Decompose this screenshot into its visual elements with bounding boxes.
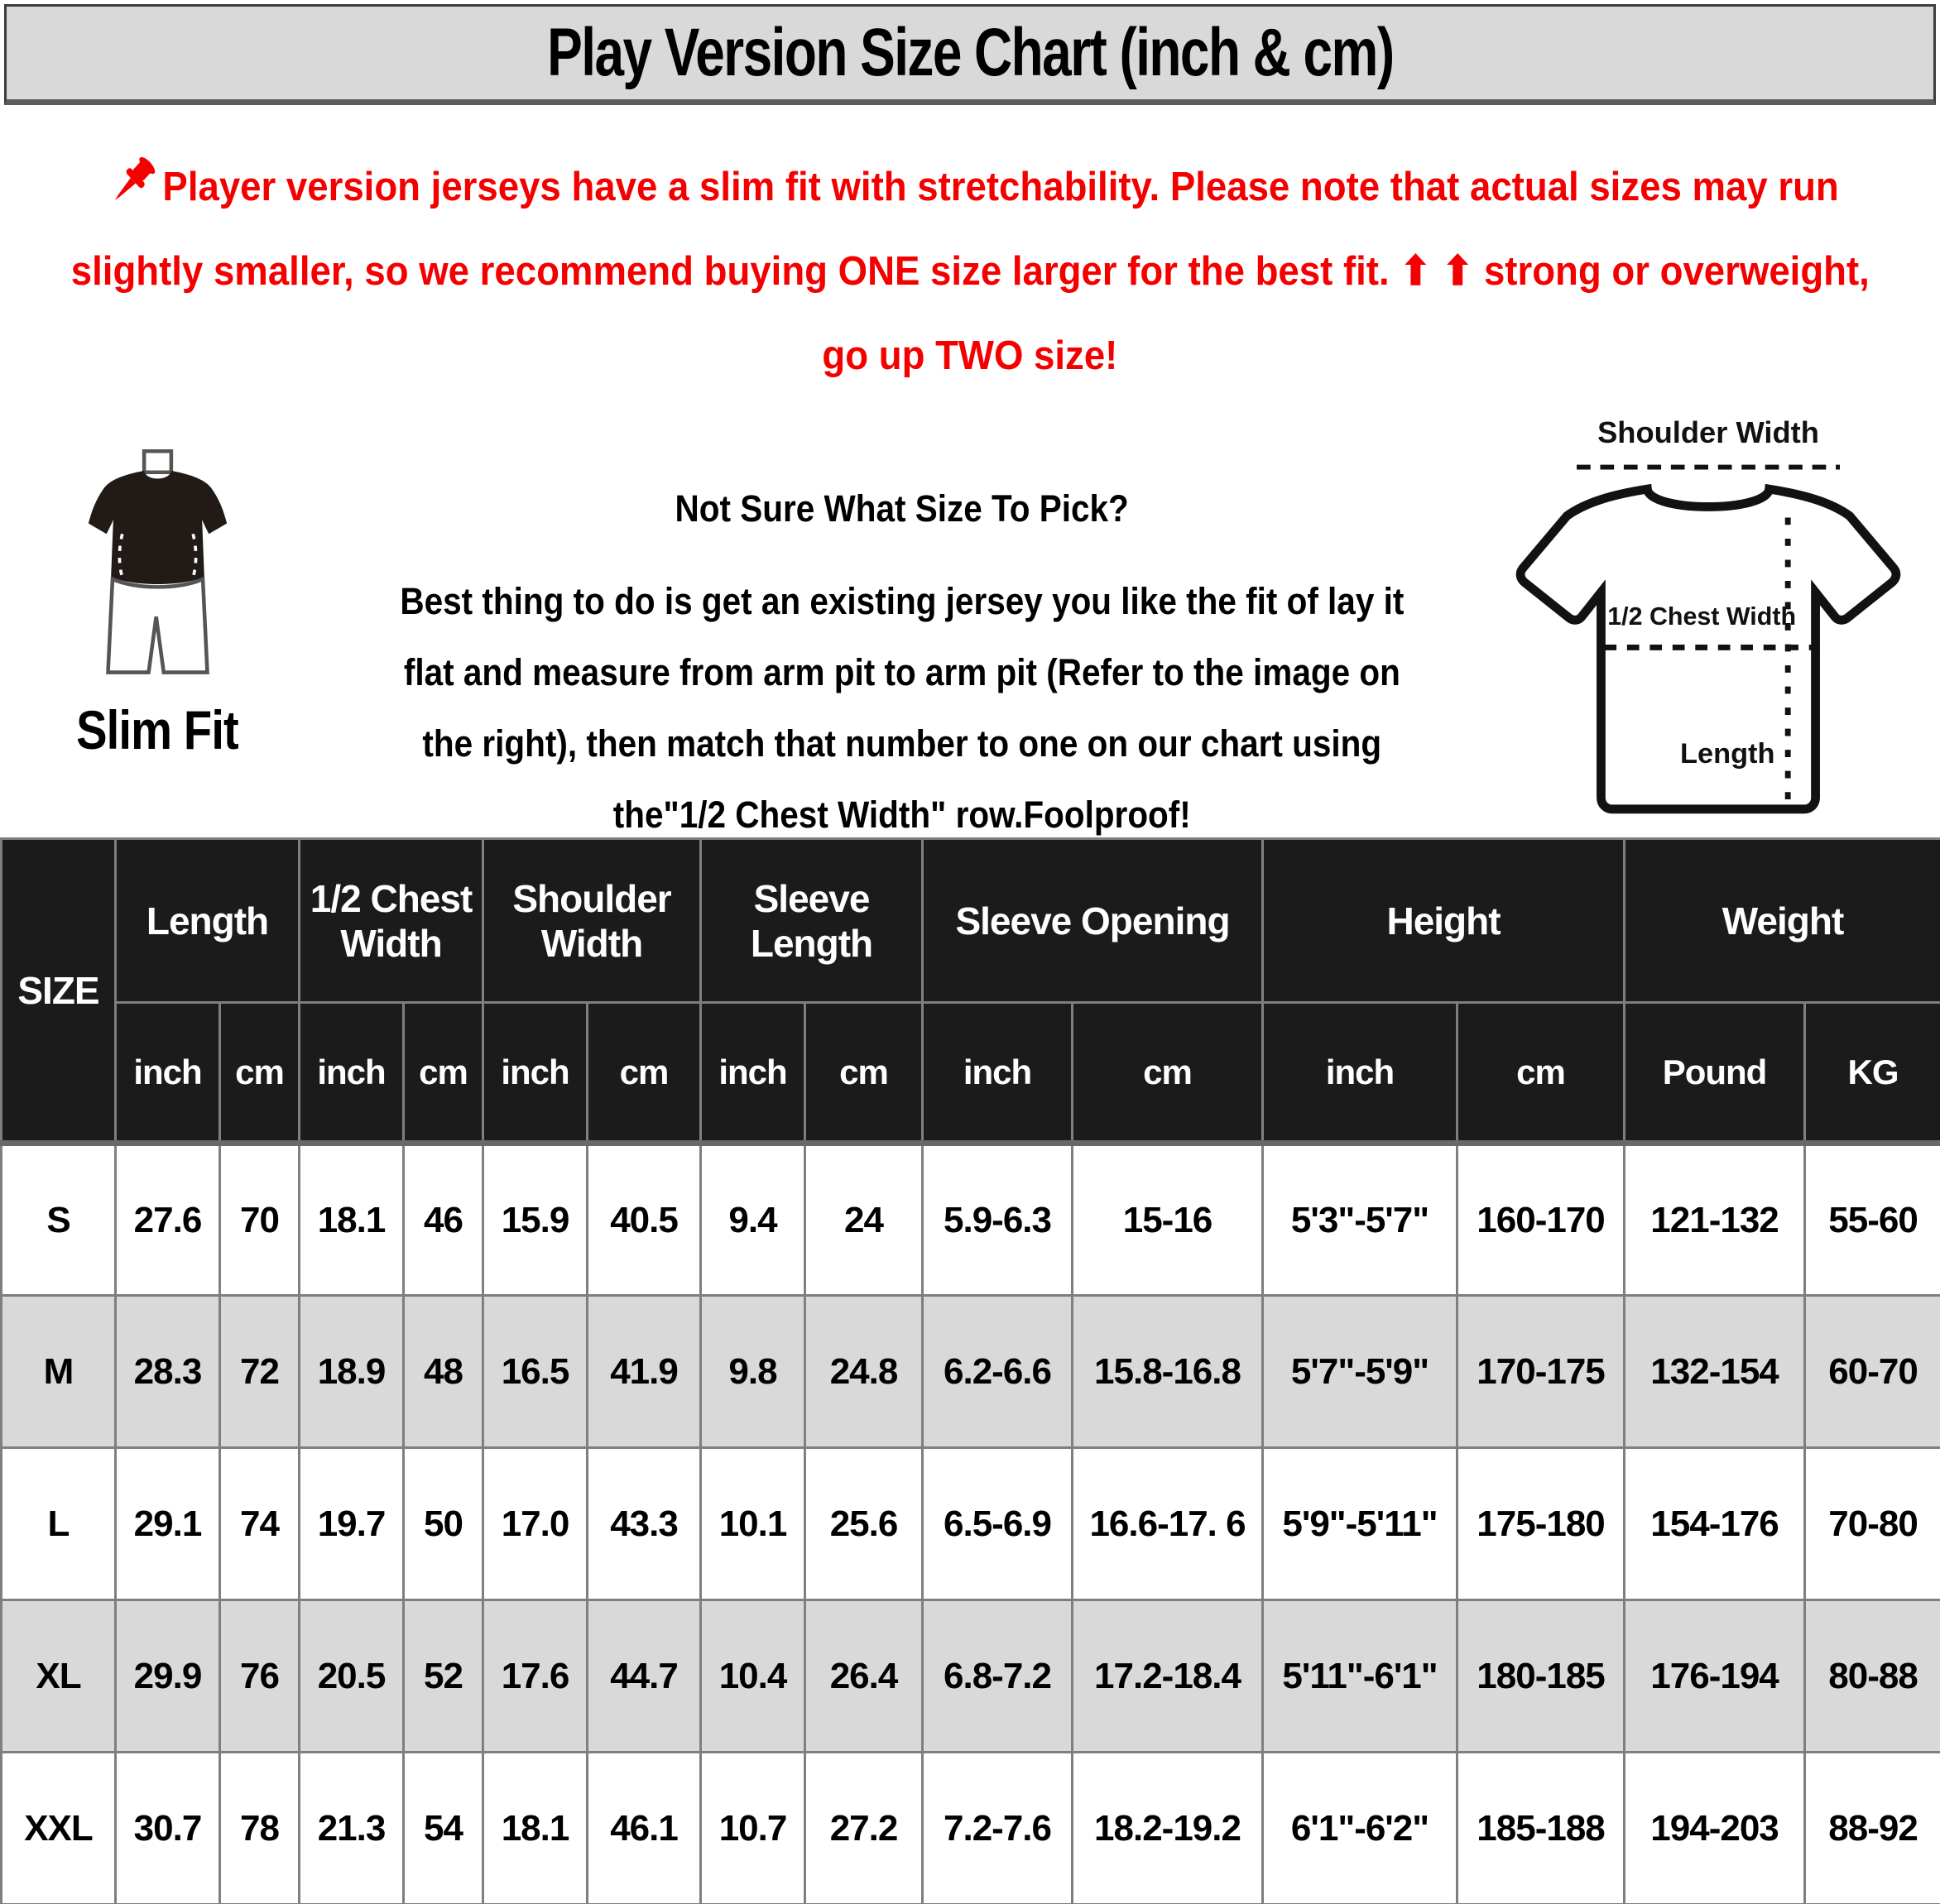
data-cell: 9.4	[701, 1144, 805, 1296]
diagram-length-label: Length	[1680, 737, 1775, 770]
data-cell: 160-170	[1457, 1144, 1625, 1296]
data-cell: 27.2	[805, 1753, 923, 1904]
size-cell: S	[2, 1144, 116, 1296]
data-cell: 180-185	[1457, 1600, 1625, 1753]
data-cell: 170-175	[1457, 1296, 1625, 1448]
data-cell: 7.2-7.6	[923, 1753, 1073, 1904]
data-cell: 40.5	[588, 1144, 701, 1296]
unit-header: inch	[1263, 1003, 1457, 1144]
help-line: the"1/2 Chest Width" row.Foolproof!	[612, 794, 1191, 836]
data-cell: 18.2-19.2	[1073, 1753, 1263, 1904]
data-cell: 70-80	[1805, 1448, 1940, 1600]
data-cell: 70	[220, 1144, 300, 1296]
data-cell: 16.5	[483, 1296, 588, 1448]
size-cell: L	[2, 1448, 116, 1600]
group-header-length: Length	[116, 839, 300, 1003]
table-row-m	[2, 1296, 1940, 1448]
group-header-height: Height	[1263, 839, 1625, 1003]
unit-header: inch	[701, 1003, 805, 1144]
note-line-3: go up TWO size!	[822, 333, 1118, 378]
unit-header: cm	[220, 1003, 300, 1144]
table-group-header-row	[2, 839, 1940, 1003]
data-cell: 121-132	[1625, 1144, 1805, 1296]
unit-header: cm	[805, 1003, 923, 1144]
data-cell: 54	[404, 1753, 483, 1904]
data-cell: 72	[220, 1296, 300, 1448]
data-cell: 176-194	[1625, 1600, 1805, 1753]
data-cell: 18.9	[300, 1296, 404, 1448]
data-cell: 9.8	[701, 1296, 805, 1448]
title-bar	[4, 4, 1936, 105]
data-cell: 30.7	[116, 1753, 220, 1904]
data-cell: 17.6	[483, 1600, 588, 1753]
size-column-header: SIZE	[2, 839, 116, 1144]
pushpin-icon	[101, 151, 161, 215]
data-cell: 175-180	[1457, 1448, 1625, 1600]
data-cell: 132-154	[1625, 1296, 1805, 1448]
slim-fit-label: Slim Fit	[76, 699, 238, 760]
data-cell: 5'11"-6'1"	[1263, 1600, 1457, 1753]
table-unit-header-row	[2, 1003, 1940, 1144]
data-cell: 26.4	[805, 1600, 923, 1753]
data-cell: 46	[404, 1144, 483, 1296]
group-header-shoulder-width: Shoulder Width	[483, 839, 701, 1003]
data-cell: 52	[404, 1600, 483, 1753]
data-cell: 16.6-17. 6	[1073, 1448, 1263, 1600]
note-line-1	[0, 145, 1940, 229]
table-row-xxl	[2, 1753, 1940, 1904]
data-cell: 19.7	[300, 1448, 404, 1600]
diagram-chest-label: 1/2 Chest Width	[1607, 602, 1797, 631]
page-title: Play Version Size Chart (inch & cm)	[546, 15, 1394, 90]
data-cell: 55-60	[1805, 1144, 1940, 1296]
unit-header: cm	[1073, 1003, 1263, 1144]
unit-header: KG	[1805, 1003, 1940, 1144]
data-cell: 10.4	[701, 1600, 805, 1753]
size-table	[0, 837, 1940, 1904]
unit-header: Pound	[1625, 1003, 1805, 1144]
data-cell: 41.9	[588, 1296, 701, 1448]
data-cell: 5.9-6.3	[923, 1144, 1073, 1296]
size-cell: XL	[2, 1600, 116, 1753]
data-cell: 29.1	[116, 1448, 220, 1600]
data-cell: 6.5-6.9	[923, 1448, 1073, 1600]
data-cell: 10.1	[701, 1448, 805, 1600]
data-cell: 25.6	[805, 1448, 923, 1600]
measure-diagram	[1489, 397, 1940, 836]
data-cell: 194-203	[1625, 1753, 1805, 1904]
data-cell: 6.2-6.6	[923, 1296, 1073, 1448]
data-cell: 24.8	[805, 1296, 923, 1448]
data-cell: 15-16	[1073, 1144, 1263, 1296]
data-cell: 78	[220, 1753, 300, 1904]
table-row-xl	[2, 1600, 1940, 1753]
size-cell: M	[2, 1296, 116, 1448]
unit-header: cm	[404, 1003, 483, 1144]
fit-note	[0, 145, 1940, 398]
slim-fit-figure-icon	[0, 445, 315, 693]
data-cell: 17.0	[483, 1448, 588, 1600]
diagram-shoulder-label: Shoulder Width	[1597, 415, 1819, 450]
slim-fit-figure	[0, 397, 315, 836]
data-cell: 5'3"-5'7"	[1263, 1144, 1457, 1296]
data-cell: 24	[805, 1144, 923, 1296]
data-cell: 48	[404, 1296, 483, 1448]
data-cell: 20.5	[300, 1600, 404, 1753]
data-cell: 46.1	[588, 1753, 701, 1904]
data-cell: 185-188	[1457, 1753, 1625, 1904]
group-header-sleeve-opening: Sleeve Opening	[923, 839, 1263, 1003]
sizing-help-text	[315, 397, 1489, 836]
data-cell: 27.6	[116, 1144, 220, 1296]
data-cell: 6'1"-6'2"	[1263, 1753, 1457, 1904]
data-cell: 44.7	[588, 1600, 701, 1753]
data-cell: 74	[220, 1448, 300, 1600]
unit-header: cm	[1457, 1003, 1625, 1144]
group-header-weight: Weight	[1625, 839, 1940, 1003]
help-line: the right), then match that number to one on our chart using	[422, 722, 1381, 765]
group-header-sleeve-length: Sleeve Length	[701, 839, 923, 1003]
data-cell: 88-92	[1805, 1753, 1940, 1904]
note-line-2: slightly smaller, so we recommend buying ONE size larger for the best fit. ⬆ ⬆ strong or overweight,	[70, 249, 1870, 294]
data-cell: 76	[220, 1600, 300, 1753]
table-row-l	[2, 1448, 1940, 1600]
data-cell: 6.8-7.2	[923, 1600, 1073, 1753]
help-heading: Not Sure What Size To Pick?	[675, 487, 1129, 530]
data-cell: 15.9	[483, 1144, 588, 1296]
unit-header: inch	[116, 1003, 220, 1144]
data-cell: 17.2-18.4	[1073, 1600, 1263, 1753]
data-cell: 5'7"-5'9"	[1263, 1296, 1457, 1448]
note-text-1: Player version jerseys have a slim fit with stretchability. Please note that actual sizes may run	[162, 165, 1839, 209]
unit-header: inch	[300, 1003, 404, 1144]
data-cell: 60-70	[1805, 1296, 1940, 1448]
data-cell: 28.3	[116, 1296, 220, 1448]
data-cell: 50	[404, 1448, 483, 1600]
unit-header: inch	[923, 1003, 1073, 1144]
data-cell: 15.8-16.8	[1073, 1296, 1263, 1448]
data-cell: 43.3	[588, 1448, 701, 1600]
data-cell: 154-176	[1625, 1448, 1805, 1600]
data-cell: 18.1	[300, 1144, 404, 1296]
data-cell: 21.3	[300, 1753, 404, 1904]
data-cell: 10.7	[701, 1753, 805, 1904]
table-row-s	[2, 1144, 1940, 1296]
unit-header: cm	[588, 1003, 701, 1144]
help-line: Best thing to do is get an existing jersey you like the fit of lay it	[400, 580, 1404, 622]
data-cell: 18.1	[483, 1753, 588, 1904]
sizing-help-section	[0, 397, 1940, 836]
group-header-half-chest-width: 1/2 Chest Width	[300, 839, 483, 1003]
data-cell: 5'9"-5'11"	[1263, 1448, 1457, 1600]
data-cell: 80-88	[1805, 1600, 1940, 1753]
unit-header: inch	[483, 1003, 588, 1144]
help-line: flat and measure from arm pit to arm pit (Refer to the image on	[403, 651, 1400, 693]
data-cell: 29.9	[116, 1600, 220, 1753]
size-cell: XXL	[2, 1753, 116, 1904]
tshirt-measure-diagram-icon	[1489, 404, 1940, 846]
